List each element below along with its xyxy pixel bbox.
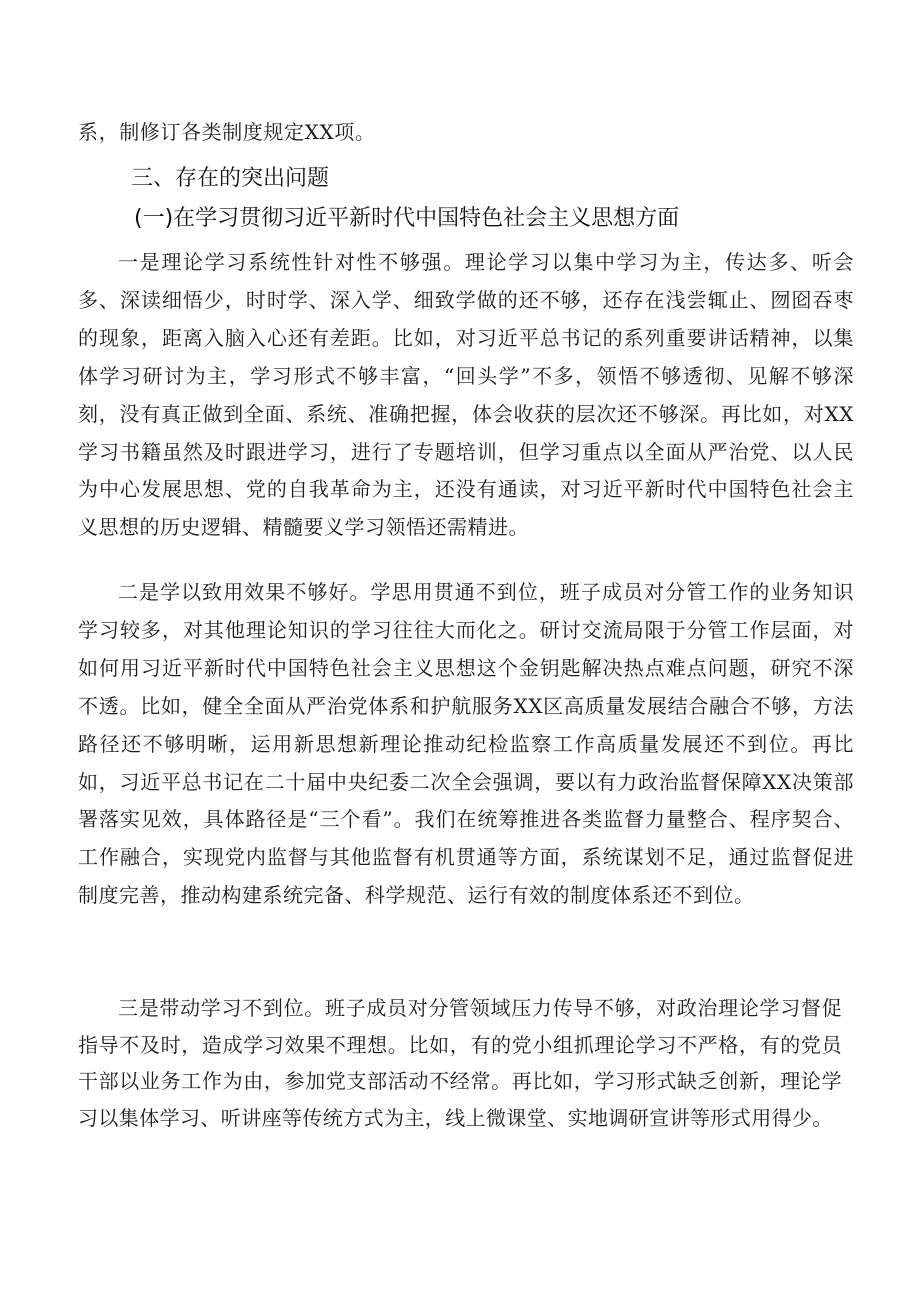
paragraph-applying-learning: 二是学以致用效果不够好。学思用贯通不到位，班子成员对分管工作的业务知识学习较多，对其他理论知识的学习往往大而化之。研讨交流局限于分管工作层面，对如何用习近平新时代中国特色社会主义思想这个金钥匙解决热点难点问题，研究不深不透。比如，健全全面从严治党体系和护航服务XX区高质量发展结合融合不够，方法路径还不够明晰，运用新思想新理论推动纪检监察工作高质量发展还不到位。再比如，习近平总书记在二十届中央纪委二次全会强调，要以有力政治监督保障XX决策部署落实见效，具体路径是“三个看”。我们在统筹推进各类监督力量整合、程序契合、工作融合，实现党内监督与其他监督有机贯通等方面，系统谋划不足，通过监督促进制度完善，推动构建系统完备、科学规范、运行有效的制度体系还不到位。 <box>78 580 854 908</box>
paragraph-leading-study: 三是带动学习不到位。班子成员对分管领域压力传导不够，对政治理论学习督促指导不及时，造成学习效果不理想。比如，有的党小组抓理论学习不严格，有的党员干部以业务工作为由，参加党支部活动不经常。再比如，学习形式缺乏创新，理论学习以集体学习、听讲座等传统方式为主，线上微课堂、实地调研宣讲等形式用得少。 <box>78 996 842 1130</box>
paragraph-theory-study: 一是理论学习系统性针对性不够强。理论学习以集中学习为主，传达多、听会多、深读细悟少，时时学、深入学、细致学做的还不够，还存在浅尝辄止、囫囵吞枣的现象，距离入脑入心还有差距。比如，对习近平总书记的系列重要讲话精神，以集体学习研讨为主，学习形式不够丰富，“回头学”不多，领悟不够透彻、见解不够深刻，没有真正做到全面、系统、准确把握，体会收获的层次还不够深。再比如，对XX学习书籍虽然及时跟进学习，进行了专题培训，但学习重点以全面从严治党、以人民为中心发展思想、党的自我革命为主，还没有通读，对习近平新时代中国特色社会主义思想的历史逻辑、精髓要义学习领悟还需精进。 <box>78 250 854 540</box>
continuation-line: 系，制修订各类制度规定XX项。 <box>78 120 376 144</box>
section-heading: 三、存在的突出问题 <box>131 166 330 191</box>
subsection-heading: (一)在学习贯彻习近平新时代中国特色社会主义思想方面 <box>134 206 680 231</box>
